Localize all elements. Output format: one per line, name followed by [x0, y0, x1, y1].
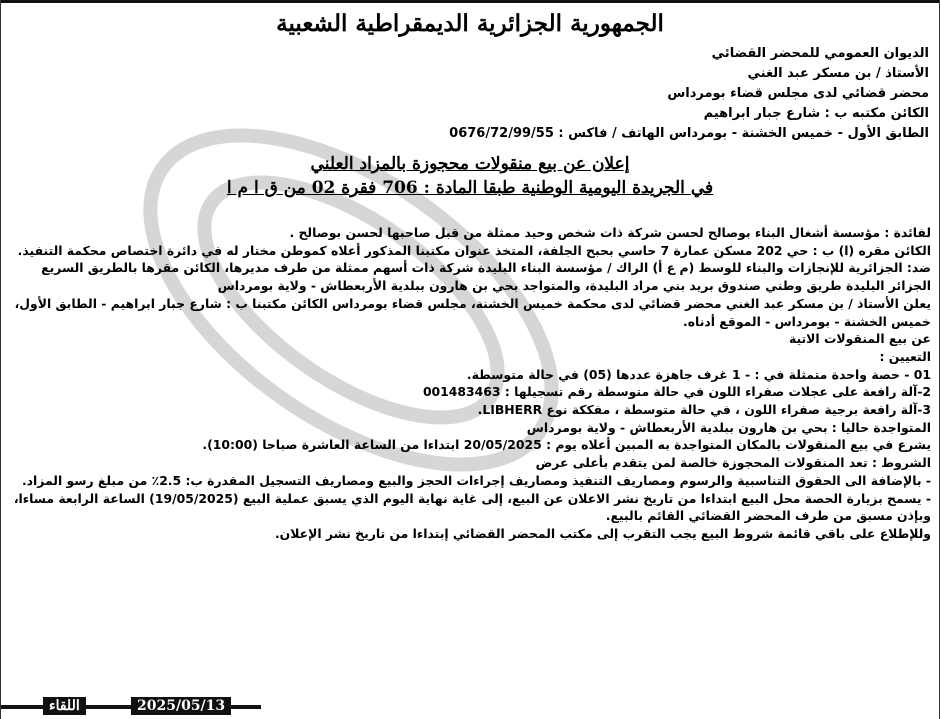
body-paragraph: وللإطلاع على باقي قائمة شروط البيع يجب التقرب إلى مكتب المحضر القضائي إبتداءا من تاريخ نشر الإعلان. — [274, 525, 931, 541]
office-line: الكائن مكتبه ب : شارع جبار ابراهيم — [703, 106, 929, 121]
office-line: محضر قضائي لدى مجلس قضاء بومرداس — [667, 86, 929, 101]
item-line: 3-آلة رافعة برجية صفراء اللون ، في حالة متوسطة ، مفككة نوع LIBHERR. — [477, 402, 931, 418]
announcement-body — [9, 224, 931, 543]
announcement-title — [1, 152, 939, 200]
announcement-title-line2: في الجريدة اليومية الوطنية طبقا المادة : 706 فقرة 02 من ق ا م ا — [226, 178, 714, 198]
item-line: 2-آلة رافعة على عجلات صفراء اللون في حالة متوسطة رقم تسجيلها : 001483463 — [422, 384, 931, 400]
item-line: 01 - حصة واحدة متمثلة في : - 1 غرف جاهزة عددها (05) في حالة متوسطة. — [466, 366, 931, 382]
publication-date: 2025/05/13 — [131, 697, 231, 715]
body-paragraph: عن بيع المنقولات الاتية — [788, 331, 931, 347]
office-line: الديوان العمومي للمحضر القضائي — [711, 46, 929, 61]
body-paragraph: يشرع في بيع المنقولات بالمكان المتواجدة به المبين أعلاه يوم : 20/05/2025 ابتداءا من الساعة العاشرة صباحا (10:00). — [202, 437, 931, 453]
republic-title: الجمهورية الجزائرية الديمقراطية الشعبية — [276, 10, 664, 37]
office-line: الطابق الأول - خميس الخشنة - بومرداس الهاتف / فاكس : 0676/72/99/55 — [449, 126, 929, 141]
body-paragraph: ضد: الجزائرية للإنجازات والبناء للوسط (م ع أ) الراك / مؤسسة البناء البليدة شركة ذات أسهم ممثلة من طرف مديرها، الكائن مقرها بالطريق السريع الجزائر البليدة طريق وطني صندوق بريد بني مراد البليدة، والمتواجد بحي بن هارون ببلدية الأربعطاش - ولاية بومرداس — [41, 260, 931, 294]
body-paragraph: الشروط : تعد المنقولات المحجوزة خالصة لمن يتقدم بأعلى عرض — [535, 455, 931, 471]
body-paragraph: - بالإضافة الى الحقوق التناسبية والرسوم ومصاريف التنفيذ ومصاريف إجراءات الحجز والبيع ومصاريف التسجيل المقدرة ب: 2.5٪ من مبلغ رسو المزاد. — [21, 472, 931, 488]
office-line: الأستاذ / بن مسكر عبد الغني — [747, 66, 929, 81]
newspaper-name: اللقاء — [43, 697, 86, 715]
body-paragraph: لفائدة : مؤسسة أشغال البناء بوصالح لحسن شركة ذات شخص وحيد ممثلة من قبل صاحبها لحسن بوصالح . — [289, 225, 931, 240]
footer — [1, 697, 261, 715]
body-paragraph: الكائن مقره (ا) ب : حي 202 مسكن عمارة 7 حاسي بحبح الجلفة، المتخذ عنوان مكتبنا المذكور أعلاه كموطن مختار له في دائرة اختصاص محكمة التنفيذ. — [17, 242, 931, 258]
body-paragraph: المتواجدة حاليا : بحي بن هارون ببلدية الأربعطاش - ولاية بومرداس — [526, 419, 931, 435]
top-rule — [1, 0, 939, 3]
announcement-title-line1: إعلان عن بيع منقولات محجوزة بالمزاد العلني — [310, 154, 630, 174]
body-paragraph: - يسمح بزيارة الحصة محل البيع ابتداءا من تاريخ نشر الاعلان عن البيع، إلى غاية نهاية اليوم الذي يسبق عملية البيع (19/05/2025) الساعة الرابعة مساءا، وبإذن مسبق من طرف المحضر القضائي القائم بالبيع. — [13, 490, 931, 524]
body-paragraph: يعلن الأستاذ / بن مسكر عبد الغني محضر قضائي لدى محكمة خميس الخشنة، مجلس قضاء بومرداس الكائن مكتبنا ب : شارع جبار ابراهيم - الطابق الأول، خميس الخشنة - بومرداس - الموقع أدناه. — [14, 295, 931, 329]
office-info — [229, 44, 929, 144]
body-paragraph: التعيين : — [879, 348, 931, 364]
